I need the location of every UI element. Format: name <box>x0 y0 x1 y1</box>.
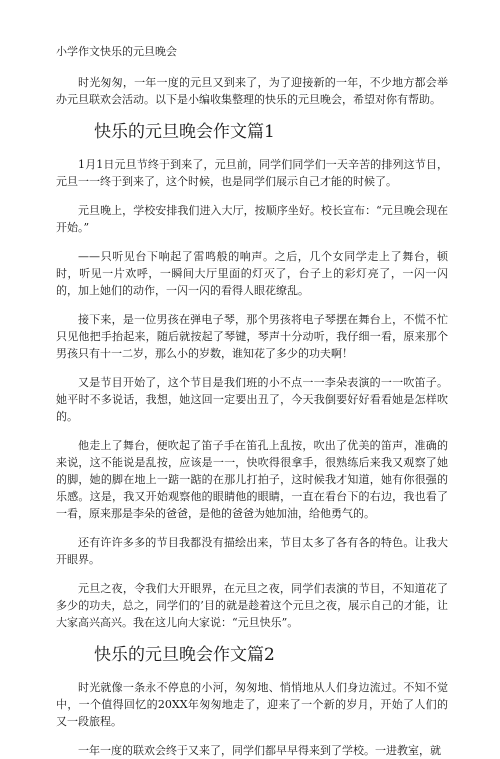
section-2 <box>56 643 448 759</box>
section-heading: 快乐的元旦晚会作文篇2 <box>94 645 275 665</box>
paragraph: 元旦之夜，令我们大开眼界，在元旦之夜，同学们表演的节目，不知道花了多少的功夫，总之，同学们的’目的就是趁着这个元旦之夜，展示自己的才能，让大家高兴高兴。我在这儿向大家说：“元旦快乐”。 <box>56 582 448 629</box>
paragraph: 1月1日元旦节终于到来了，元旦前，同学们同学们一天辛苦的排列这节目，元旦一一终于到来了，这个时候，也是同学们展示自己才能的时候了。 <box>56 158 448 188</box>
paragraph: 他走上了舞台，便吹起了笛子手在笛孔上乱按，吹出了优美的笛声，准确的来说，这不能说是乱按，应该是一一，快吹得很拿手，很熟练后来我又观察了她的脚，她的脚在地上一踮一踮的在那儿打拍子，这时候我才知道，她有你很强的乐感。这是，我又开始观察他的眼睛他的眼睛，一直在看台下的右边，我也看了一看，原来那是李朵的爸爸，是他的爸爸为她加油，给他勇气的。 <box>56 439 448 520</box>
paragraph: 又是节目开始了，这个节目是我们班的小不点一一李朵表演的一一吹笛子。她平时不多说话，我想，她这回一定要出丑了，今天我倒要好好看看她是怎样吹的。 <box>56 376 448 423</box>
paragraph: 接下来，是一位男孩在弹电子琴，那个男孩将电子琴摆在舞台上，不慌不忙只见他把手抬起来，随后就按起了琴键，琴声十分动听，我仔细一看，原来那个男孩只有十一二岁，那么小的岁数，谁知花了多少的功夫啊！ <box>56 313 448 360</box>
document-title: 小学作文快乐的元旦晚会 <box>56 45 177 58</box>
paragraph: ——只听见台下响起了雷鸣般的响声。之后，几个女同学走上了舞台，顿时，听见一片欢呼，一瞬间大厅里面的灯灭了，台子上的彩灯亮了，一闪一闪的，加上她们的动作，一闪一闪的看得人眼花缭乱。 <box>56 250 448 297</box>
section-1 <box>56 120 448 631</box>
paragraph: 一年一度的联欢会终于又来了，同学们都早早得来到了学校。一进教室，就 <box>78 744 441 757</box>
paragraph: 元旦晚上，学校安排我们进入大厅，按顺序坐好。校长宣布：“元旦晚会现在开始。” <box>56 204 448 234</box>
paragraph: 还有许许多多的节目我都没有描绘出来，节目太多了各有各的特色。让我大开眼界。 <box>56 536 448 566</box>
section-heading: 快乐的元旦晚会作文篇1 <box>94 122 275 142</box>
paragraph: 时光就像一条永不停息的小河，匆匆地、悄悄地从人们身边流过。不知不觉中，一个值得回忆的20XX年匆匆地走了，迎来了一个新的岁月，开始了人们的又一段旅程。 <box>56 681 448 728</box>
intro-paragraph: 时光匆匆，一年一度的元旦又到来了，为了迎接新的一年，不少地方都会举办元旦联欢会活动。以下是小编收集整理的快乐的元旦晚会，希望对你有帮助。 <box>56 76 448 106</box>
